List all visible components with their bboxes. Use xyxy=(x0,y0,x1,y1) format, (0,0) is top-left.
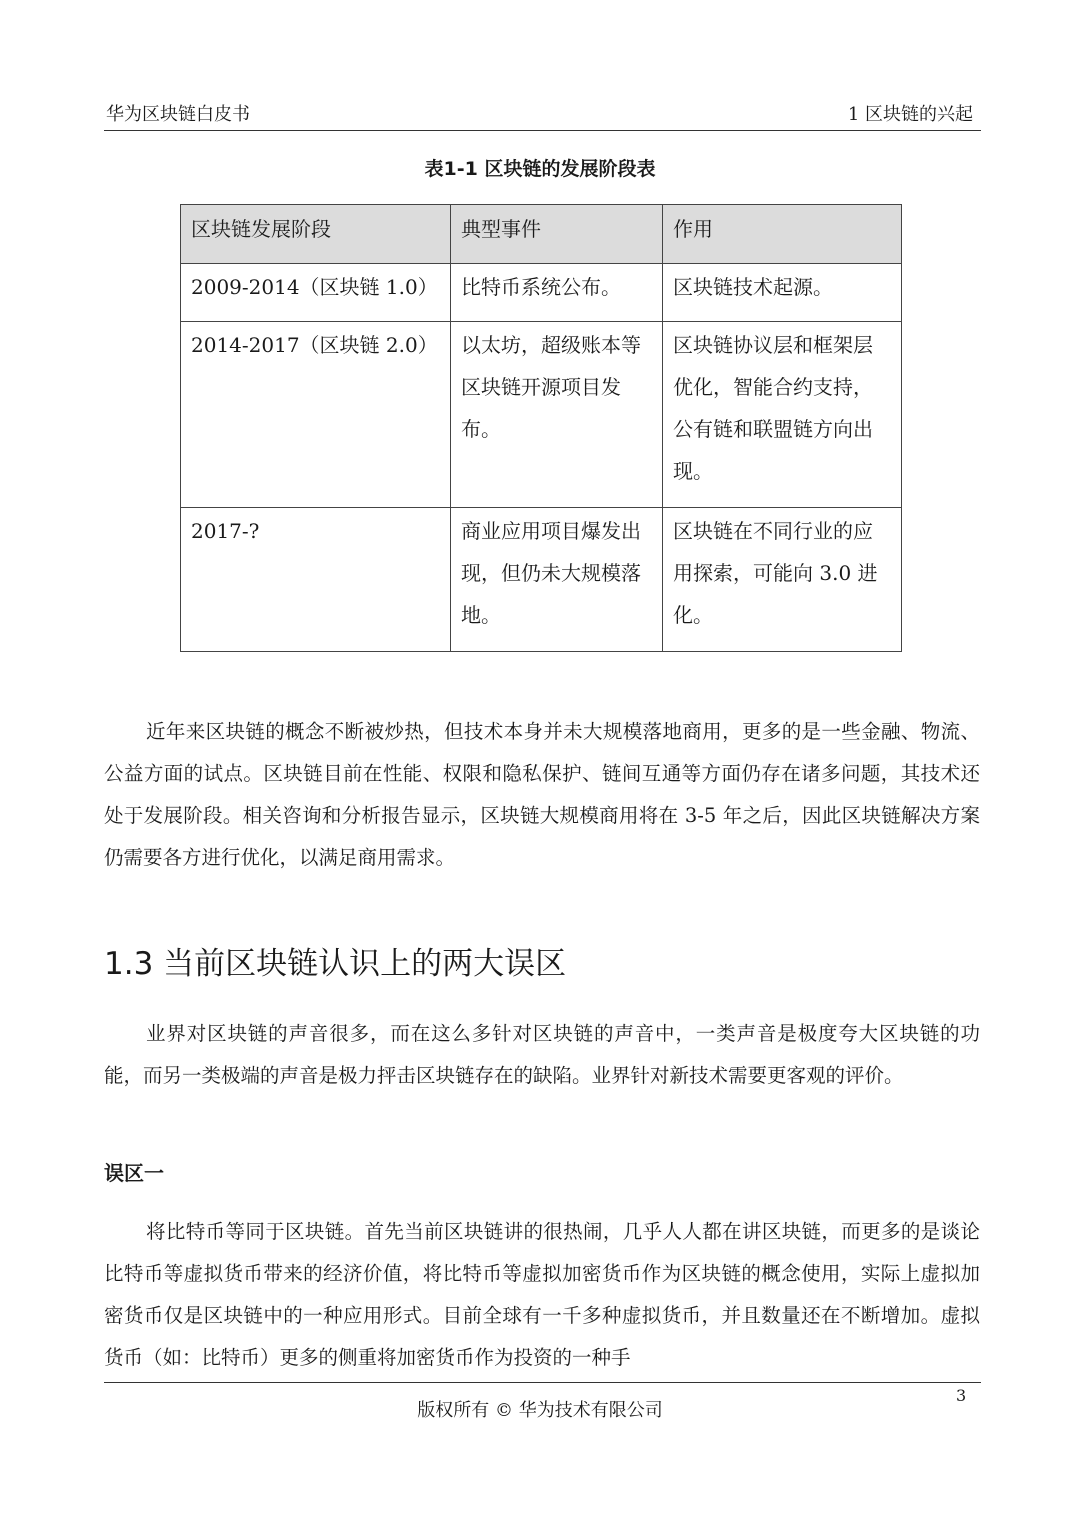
cell-event: 商业应用项目爆发出现，但仍未大规模落地。 xyxy=(451,508,663,652)
paragraph-summary: 近年来区块链的概念不断被炒热，但技术本身并未大规模落地商用，更多的是一些金融、物流、公益方面的试点。区块链目前在性能、权限和隐私保护、链间互通等方面仍存在诸多问题，其技术还处于发展阶段。相关咨询和分析报告显示，区块链大规模商用将在 3-5 年之后，因此区块链解决方案仍需要各方进行优化，以满足商用需求。 xyxy=(104,720,980,869)
header-role: 作用 xyxy=(663,205,902,264)
cell-event: 比特币系统公布。 xyxy=(451,264,663,322)
copyright-notice: 版权所有 © 华为技术有限公司 xyxy=(417,1400,663,1421)
section-heading: 1.3 当前区块链认识上的两大误区 xyxy=(104,946,567,982)
header-document-title: 华为区块链白皮书 xyxy=(106,104,250,125)
table-header-row xyxy=(181,205,902,264)
section-intro-paragraph: 业界对区块链的声音很多，而在这么多针对区块链的声音中，一类声音是极度夸大区块链的功能，而另一类极端的声音是极力抨击区块链存在的缺陷。业界针对新技术需要更客观的评价。 xyxy=(104,1022,980,1087)
header-chapter-title: 1 区块链的兴起 xyxy=(847,104,973,125)
header-stage: 区块链发展阶段 xyxy=(181,205,451,264)
cell-role: 区块链技术起源。 xyxy=(663,264,902,322)
table-row xyxy=(181,508,902,652)
cell-role: 区块链协议层和框架层优化，智能合约支持，公有链和联盟链方向出现。 xyxy=(663,322,902,508)
subsection-heading: 误区一 xyxy=(104,1161,164,1185)
table-row xyxy=(181,264,902,322)
running-header xyxy=(104,100,981,131)
cell-event: 以太坊，超级账本等区块链开源项目发布。 xyxy=(451,322,663,508)
table-row xyxy=(181,322,902,508)
cell-stage: 2014-2017（区块链 2.0） xyxy=(181,322,451,508)
table-caption: 表1-1 区块链的发展阶段表 xyxy=(424,158,656,180)
cell-stage: 2017-? xyxy=(181,508,451,652)
cell-role: 区块链在不同行业的应用探索，可能向 3.0 进化。 xyxy=(663,508,902,652)
page-number: 3 xyxy=(956,1386,967,1405)
footer-divider xyxy=(104,1382,981,1383)
subsection-body-paragraph: 将比特币等同于区块链。首先当前区块链讲的很热闹，几乎人人都在讲区块链，而更多的是谈论比特币等虚拟货币带来的经济价值，将比特币等虚拟加密货币作为区块链的概念使用，实际上虚拟加密货币仅是区块链中的一种应用形式。目前全球有一千多种虚拟货币，并且数量还在不断增加。虚拟货币（如：比特币）更多的侧重将加密货币作为投资的一种手 xyxy=(104,1220,980,1369)
cell-stage: 2009-2014（区块链 1.0） xyxy=(181,264,451,322)
header-event: 典型事件 xyxy=(451,205,663,264)
blockchain-stages-table xyxy=(180,204,902,652)
